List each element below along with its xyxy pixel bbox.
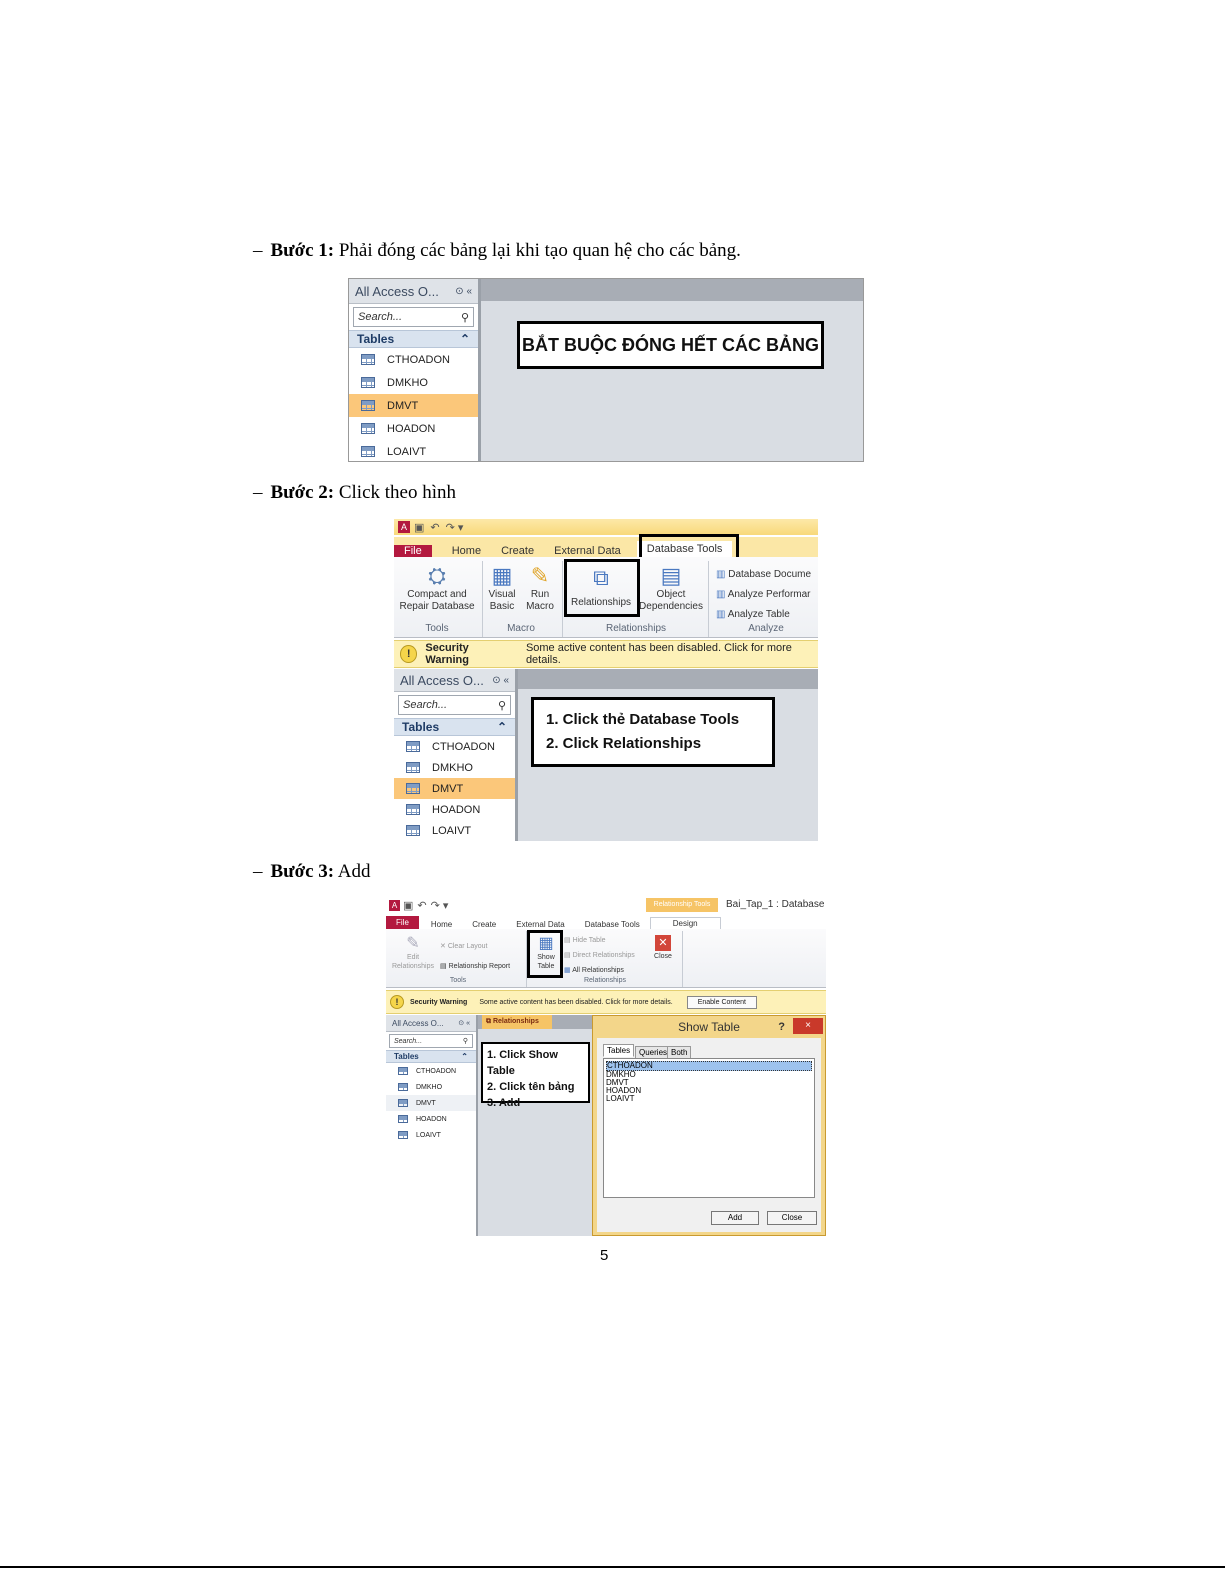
group-label-analyze: Analyze [748,623,784,634]
relationship-report-button[interactable]: ▤ Relationship Report [440,963,511,970]
navigation-pane [349,279,481,462]
nav-item-hoadon[interactable]: HOADON [386,1111,476,1127]
tab-create[interactable]: Create [472,920,497,929]
security-warning-message[interactable]: Some active content has been disabled. Click for more details. [479,998,673,1006]
list-item[interactable]: CTHOADON [606,1061,812,1071]
navigation-pane [394,669,518,841]
context-tab-header: Relationship Tools [646,898,718,912]
tab-external-data[interactable]: External Data [554,545,621,557]
search-input[interactable]: Search... ⚲ [398,695,511,715]
relationships-doc-tab[interactable]: ⧉ Relationships [482,1015,552,1029]
edit-relationships-button[interactable]: ✎ Edit Relationships [388,933,438,971]
group-label-tools: Tools [425,623,449,634]
all-icon: ▦ [564,967,573,974]
run-macro-button[interactable]: ✎ Run Macro [522,563,558,613]
collapse-icon: ⌃ [496,720,507,734]
list-item[interactable]: DMKHO [606,1070,636,1079]
table-icon [406,804,420,815]
table-icon [398,1115,408,1123]
tab-home[interactable]: Home [451,545,482,557]
save-icon[interactable]: ▣ [403,899,414,912]
close-icon: ✕ [655,935,671,951]
visual-basic-icon: ▦ [491,563,513,588]
redo-icon[interactable]: ↷ ▾ [430,899,449,912]
collapse-icon: ⌃ [461,1052,468,1061]
enable-content-button[interactable]: Enable Content [687,996,757,1009]
nav-item-dmvt[interactable]: DMVT [386,1095,476,1111]
chevron-down-icon[interactable]: ⊙ « [492,674,509,686]
tab-home[interactable]: Home [430,920,453,929]
chevron-down-icon[interactable]: ⊙ « [458,1020,470,1027]
direct-icon: ▤ [564,952,573,959]
navigation-pane [386,1015,478,1236]
screenshot-1 [348,278,864,462]
nav-item-loaivt[interactable]: LOAIVT [394,820,515,841]
tables-group-header[interactable]: Tables ⌃ [349,330,478,348]
close-dialog-button[interactable]: Close [767,1211,817,1225]
table-icon [398,1083,408,1091]
nav-item-dmvt[interactable]: DMVT [349,394,478,417]
redo-icon[interactable]: ↷ ▾ [445,521,464,534]
access-logo-icon: A [398,521,410,533]
nav-item-dmkho[interactable]: DMKHO [394,757,515,778]
access-logo-icon: A [389,900,400,911]
analyze-table-button[interactable]: ▥ Analyze Table [716,609,790,620]
table-icon [398,1099,408,1107]
table-icon [361,377,375,388]
tab-database-tools[interactable]: Database Tools [584,920,640,929]
hide-table-button[interactable]: ▤ Hide Table [564,937,606,944]
workspace-header [481,279,864,301]
nav-item-loaivt[interactable]: LOAIVT [349,440,478,462]
table-icon [406,762,420,773]
compact-repair-button[interactable]: ⛭ Compact and Repair Database [396,563,478,613]
nav-item-loaivt[interactable]: LOAIVT [386,1127,476,1143]
warning-icon: ! [390,995,404,1009]
step-2-heading: – Bước 2: Click theo hình [253,482,457,503]
clear-layout-button[interactable]: ✕ Clear Layout [440,943,488,950]
callout-close-all-tables: BẮT BUỘC ĐÓNG HẾT CÁC BẢNG [517,321,824,369]
object-dependencies-icon: ▤ [660,563,682,588]
search-input[interactable]: Search... ⚲ [389,1034,473,1048]
nav-item-cthoadon[interactable]: CTHOADON [394,736,515,757]
edit-relationships-icon: ✎ [406,935,420,952]
help-icon[interactable]: ? [778,1021,785,1033]
clear-icon: ✕ [440,943,448,950]
analyze-performance-button[interactable]: ▥ Analyze Performar [716,589,811,600]
tab-queries[interactable]: Queries [635,1046,671,1059]
search-icon[interactable]: ⚲ [462,1038,468,1045]
direct-relationships-button[interactable]: ▤ Direct Relationships [564,952,635,959]
nav-header-label[interactable]: All Access O... [400,672,484,688]
callout-step-2: 1. Click thẻ Database Tools 2. Click Relationships [531,697,775,767]
tab-create[interactable]: Create [501,545,535,557]
group-label-relationships: Relationships [605,623,667,634]
table-icon [406,783,420,794]
hide-icon: ▤ [564,937,573,944]
table-list [603,1058,815,1198]
nav-item-cthoadon[interactable]: CTHOADON [386,1063,476,1079]
visual-basic-button[interactable]: ▦ Visual Basic [484,563,520,613]
undo-icon[interactable]: ↶ [430,521,440,534]
highlight-show-table [527,930,563,978]
workspace-header [518,669,818,689]
close-button[interactable]: ✕ Close [654,937,672,960]
table-icon [406,741,420,752]
table-icon [361,354,375,365]
tools-group-small [440,937,510,977]
list-item[interactable]: HOADON [606,1086,642,1095]
list-item[interactable]: DMVT [606,1078,629,1087]
all-relationships-button[interactable]: ▦ All Relationships [564,967,624,974]
nav-header-label[interactable]: All Access O... [392,1018,444,1028]
relationships-tab-icon: ⧉ [486,1018,493,1025]
quick-access-toolbar [386,897,646,913]
table-icon [361,423,375,434]
security-warning-bar: ! Security Warning Some active content has been disabled. Click for more details. [394,640,818,668]
show-table-icon: ▦ [538,935,554,952]
table-icon [361,400,375,411]
tab-file[interactable]: File [386,916,419,929]
screenshot-2 [394,519,818,841]
group-label-macro: Macro [507,623,535,634]
documenter-icon: ▥ [716,569,729,580]
nav-item-dmkho[interactable]: DMKHO [386,1079,476,1095]
show-table-dialog [592,1015,826,1236]
nav-item-hoadon[interactable]: HOADON [349,417,478,440]
callout-step-3: 1. Click Show Table 2. Click tên bảng 3. Add [481,1042,590,1103]
save-icon[interactable]: ▣ [414,521,425,534]
relationships-button[interactable]: ⧉ Relationships [566,565,636,608]
warning-icon: ! [400,645,417,663]
tab-file[interactable]: File [394,545,432,557]
tab-tables[interactable]: Tables [603,1044,634,1057]
dialog-title: Show Table [678,1020,740,1034]
ribbon-tabs [394,537,818,557]
tab-database-tools[interactable]: Database Tools [637,541,733,557]
bottom-rule [0,1566,1225,1568]
nav-item-cthoadon[interactable]: CTHOADON [349,348,478,371]
ribbon-tabs [386,913,826,929]
security-warning-bar: ! Security Warning Some active content has been disabled. Click for more details. Enable Content [386,990,826,1014]
tables-group-header[interactable]: Tables ⌃ [386,1050,476,1063]
table-icon [361,446,375,457]
tables-group-header[interactable]: Tables ⌃ [394,718,515,736]
nav-item-dmkho[interactable]: DMKHO [349,371,478,394]
object-dependencies-button[interactable]: ▤ Object Dependencies [639,563,703,612]
security-warning-message[interactable]: Some active content has been disabled. Click for more details. [525,642,792,666]
database-documenter-button[interactable]: ▥ Database Docume [716,569,812,580]
search-input[interactable]: Search... ⚲ [353,307,474,327]
window-title: Bai_Tap_1 : Database [726,899,825,910]
report-icon: ▤ [440,963,449,970]
step-1-heading: – Bước 1: Phải đóng các bảng lại khi tạo quan hệ cho các bảng. [253,240,741,261]
chevron-down-icon[interactable]: ⊙ « [455,285,472,297]
table-icon [398,1067,408,1075]
table-icon [398,1131,408,1139]
list-item[interactable]: LOAIVT [606,1094,635,1103]
quick-access-toolbar [394,519,818,535]
nav-item-dmvt[interactable]: DMVT [394,778,515,799]
compact-repair-icon: ⛭ [428,563,446,588]
tab-both[interactable]: Both [667,1046,691,1059]
screenshot-3 [386,897,826,1236]
dialog-close-icon[interactable]: × [793,1018,823,1034]
group-label-relationships: Relationships [583,977,627,984]
nav-header-label[interactable]: All Access O... [355,283,439,299]
highlight-relationships [564,559,640,617]
relationships-group-small [564,933,635,978]
collapse-icon: ⌃ [459,332,470,346]
tab-design[interactable]: Design [650,917,721,929]
search-icon[interactable]: ⚲ [460,311,469,324]
search-icon[interactable]: ⚲ [497,699,506,712]
step-3-heading: – Bước 3: Add [253,861,371,882]
page-number: 5 [600,1247,609,1264]
relationships-icon: ⧉ [593,565,609,590]
analyze-table-icon: ▥ [716,609,728,620]
tab-external-data[interactable]: External Data [516,920,565,929]
add-button[interactable]: Add [711,1211,759,1225]
undo-icon[interactable]: ↶ [417,899,427,912]
performance-icon: ▥ [716,589,728,600]
show-table-button[interactable]: ▦ Show Table [529,933,563,971]
nav-item-hoadon[interactable]: HOADON [394,799,515,820]
run-macro-icon: ✎ [530,563,550,588]
group-label-tools: Tools [449,977,467,984]
analyze-group [716,565,811,625]
table-icon [406,825,420,836]
